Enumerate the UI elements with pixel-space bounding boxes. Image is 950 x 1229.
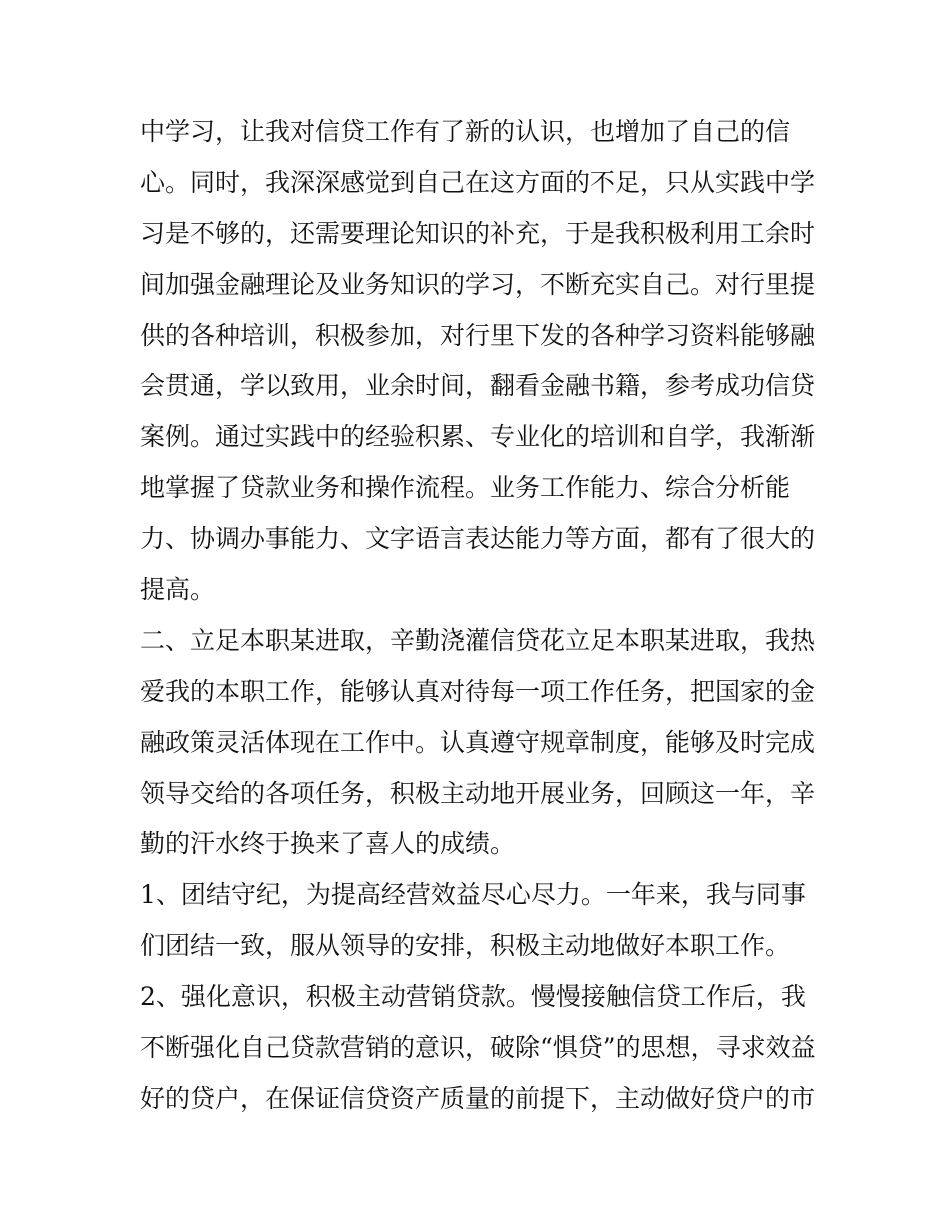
text-line: 会贯通，学以致用，业余时间，翻看金融书籍，参考成功信贷 bbox=[140, 371, 816, 401]
list-item-line: 1、团结守纪，为提高经营效益尽心尽力。一年来，我与同事 bbox=[140, 880, 806, 910]
text-line: 领导交给的各项任务，积极主动地开展业务，回顾这一年，辛 bbox=[140, 778, 816, 808]
body-text bbox=[140, 107, 820, 1125]
text-line: 勤的汗水终于换来了喜人的成绩。 bbox=[140, 829, 516, 859]
text-line: 力、协调办事能力、文字语言表达能力等方面，都有了很大的 bbox=[140, 524, 816, 554]
text-line: 融政策灵活体现在工作中。认真遵守规章制度，能够及时完成 bbox=[140, 727, 816, 757]
text-line: 习是不够的，还需要理论知识的补充，于是我积极利用工余时 bbox=[140, 218, 816, 248]
list-item-line: 2、强化意识，积极主动营销贷款。慢慢接触信贷工作后，我 bbox=[140, 982, 806, 1012]
section-heading-line: 二、立足本职某进取，辛勤浇灌信贷花立足本职某进取，我热 bbox=[140, 625, 816, 655]
text-line: 案例。通过实践中的经验积累、专业化的培训和自学，我渐渐 bbox=[140, 422, 816, 452]
text-line: 不断强化自己贷款营销的意识，破除“惧贷”的思想，寻求效益 bbox=[140, 1033, 816, 1063]
text-line: 心。同时，我深深感觉到自己在这方面的不足，只从实践中学 bbox=[140, 167, 816, 197]
text-line: 提高。 bbox=[140, 575, 216, 605]
text-line: 供的各种培训，积极参加，对行里下发的各种学习资料能够融 bbox=[140, 320, 816, 350]
text-line: 地掌握了贷款业务和操作流程。业务工作能力、综合分析能 bbox=[140, 473, 791, 503]
text-line: 间加强金融理论及业务知识的学习，不断充实自己。对行里提 bbox=[140, 269, 816, 299]
text-line: 们团结一致，服从领导的安排，积极主动地做好本职工作。 bbox=[140, 931, 791, 961]
text-line: 爱我的本职工作，能够认真对待每一项工作任务，把国家的金 bbox=[140, 676, 816, 706]
text-line: 中学习，让我对信贷工作有了新的认识，也增加了自己的信 bbox=[140, 117, 791, 146]
text-line: 好的贷户，在保证信贷资产质量的前提下，主动做好贷户的市 bbox=[140, 1083, 816, 1113]
